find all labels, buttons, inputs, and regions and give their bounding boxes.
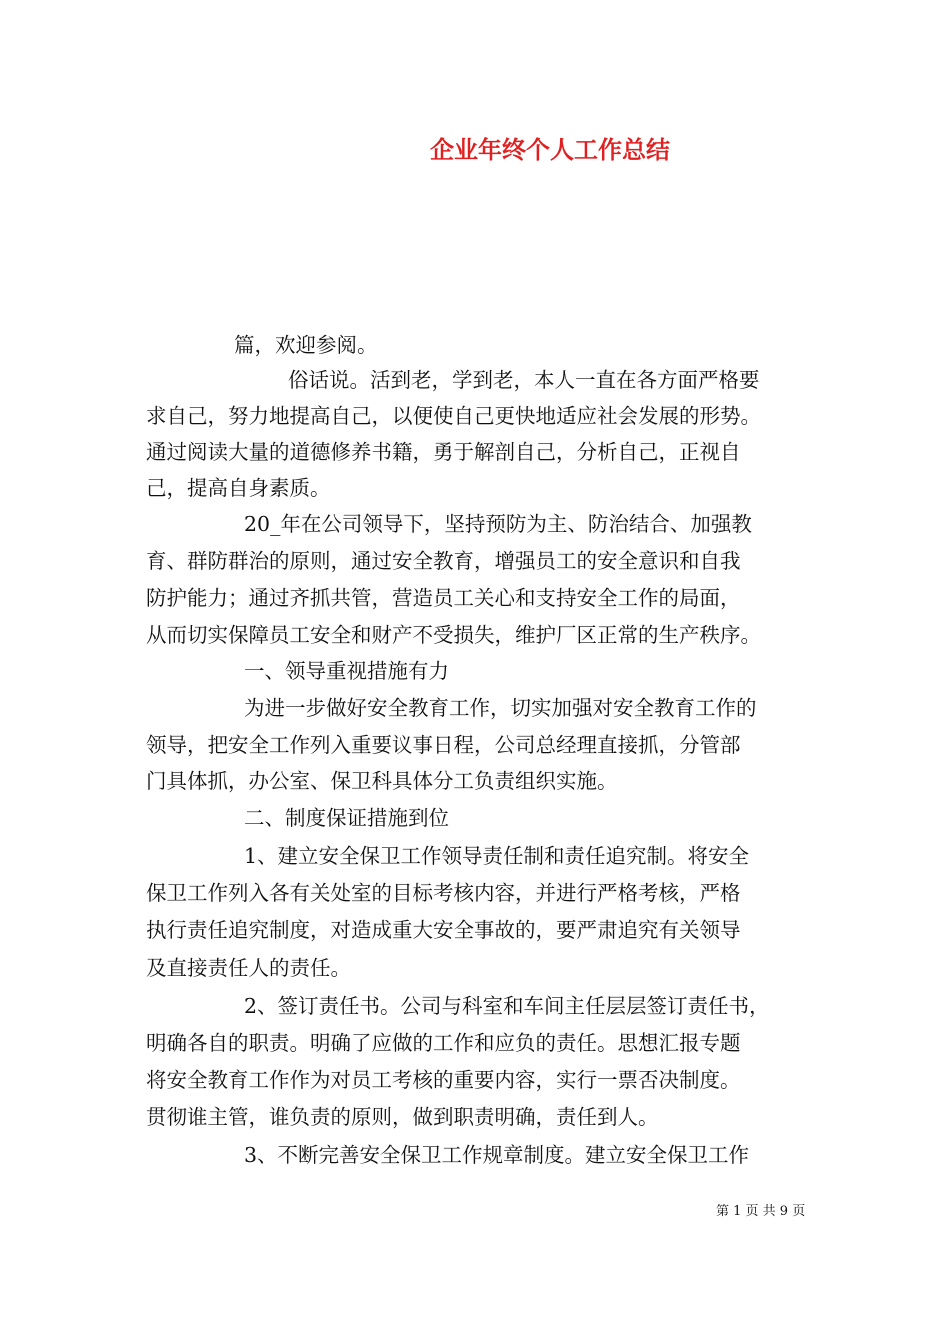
body-line: 保卫工作列入各有关处室的目标考核内容，并进行严格考核，严格 bbox=[146, 881, 741, 905]
body-line: 门具体抓，办公室、保卫科具体分工负责组织实施。 bbox=[146, 769, 618, 793]
body-line: 为进一步做好安全教育工作，切实加强对安全教育工作的 bbox=[244, 696, 757, 720]
document-title: 企业年终个人工作总结 bbox=[430, 136, 670, 164]
page-number-footer: 第 1 页 共 9 页 bbox=[716, 1204, 806, 1219]
body-line: 将安全教育工作作为对员工考核的重要内容，实行一票否决制度。 bbox=[146, 1068, 741, 1092]
body-line: 贯彻谁主管，谁负责的原则，做到职责明确，责任到人。 bbox=[146, 1105, 659, 1129]
body-line: 1、建立安全保卫工作领导责任制和责任追究制。将安全 bbox=[244, 844, 750, 868]
body-line: 领导，把安全工作列入重要议事日程，公司总经理直接抓，分管部 bbox=[146, 733, 741, 757]
body-line: 2、签订责任书。公司与科室和车间主任层层签订责任书， bbox=[244, 994, 770, 1018]
body-line: 育、群防群治的原则，通过安全教育，增强员工的安全意识和自我 bbox=[146, 549, 741, 573]
body-line: 及直接责任人的责任。 bbox=[146, 956, 351, 980]
body-line: 篇，欢迎参阅。 bbox=[234, 333, 378, 357]
body-line: 执行责任追究制度，对造成重大安全事故的，要严肃追究有关领导 bbox=[146, 918, 741, 942]
section-heading: 二、制度保证措施到位 bbox=[244, 806, 449, 830]
body-line: 20_年在公司领导下，坚持预防为主、防治结合、加强教 bbox=[244, 512, 752, 536]
body-line: 求自己，努力地提高自己，以便使自己更快地适应社会发展的形势。 bbox=[146, 404, 761, 428]
body-line: 防护能力；通过齐抓共管，营造员工关心和支持安全工作的局面， bbox=[146, 586, 741, 610]
section-heading: 一、领导重视措施有力 bbox=[244, 659, 449, 683]
body-line: 从而切实保障员工安全和财产不受损失，维护厂区正常的生产秩序。 bbox=[146, 623, 761, 647]
body-line: 俗话说。活到老，学到老，本人一直在各方面严格要 bbox=[288, 368, 760, 392]
body-line: 3、不断完善安全保卫工作规章制度。建立安全保卫工作 bbox=[244, 1143, 750, 1167]
body-line: 通过阅读大量的道德修养书籍，勇于解剖自己，分析自己，正视自 bbox=[146, 440, 741, 464]
body-line: 明确各自的职责。明确了应做的工作和应负的责任。思想汇报专题 bbox=[146, 1031, 741, 1055]
body-line: 己，提高自身素质。 bbox=[146, 476, 331, 500]
